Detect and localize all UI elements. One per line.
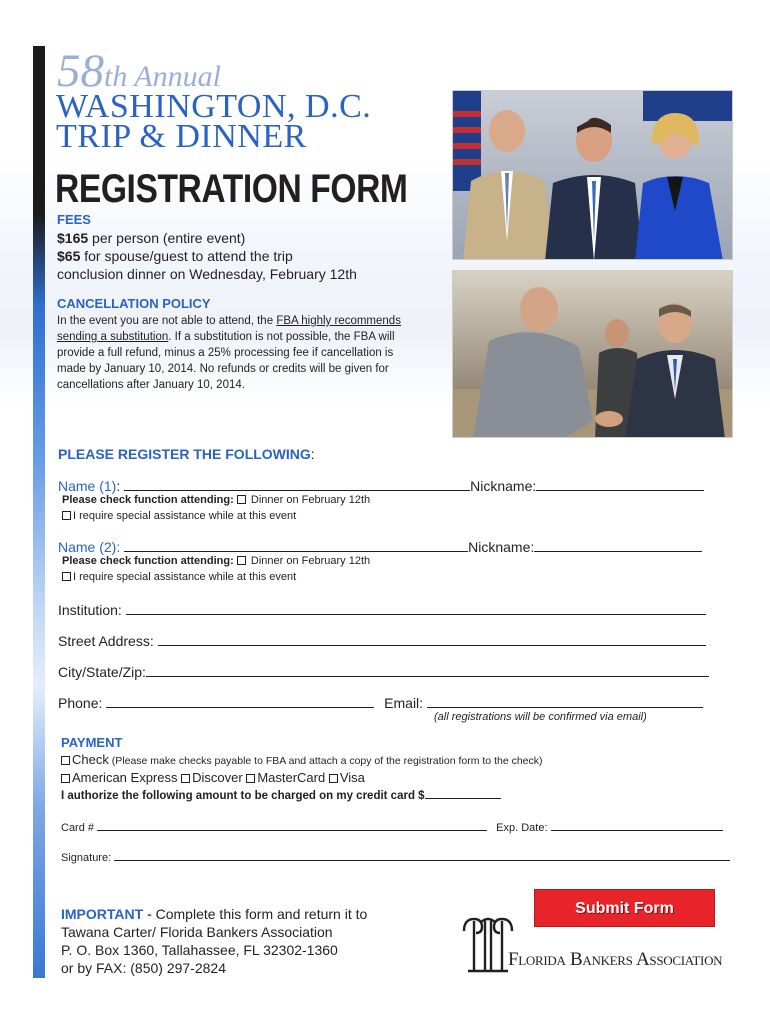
institution-field[interactable]	[126, 603, 706, 615]
card-type-row	[61, 770, 365, 785]
nickname2-field[interactable]	[534, 540, 702, 552]
cancellation-text-a: In the event you are not able to attend, the	[57, 315, 277, 327]
name1-assistance-label: I require special assistance while at this event	[73, 510, 297, 522]
signature-row	[61, 851, 730, 864]
return-name-line: Tawana Carter/ Florida Bankers Association	[61, 924, 333, 940]
name1-dinner-checkbox[interactable]	[237, 495, 246, 504]
amex-checkbox[interactable]	[61, 774, 70, 783]
cancellation-text-b: . If a substitution is not possible, the FBA will provide a full refund, minus a 25% processing fee if cancellation is made by January 10, 2014. No refunds or credits will be given for cancellations after January 10, 2014.	[57, 331, 395, 391]
fees-heading: FEES	[57, 212, 91, 227]
name2-row	[58, 539, 702, 555]
fees-line-guest	[57, 248, 293, 264]
annual-suffix: th Annual	[104, 60, 221, 93]
signature-field[interactable]	[114, 851, 730, 861]
fee-amount-guest: $65	[57, 248, 81, 264]
check-label: Check	[72, 752, 109, 767]
annual-number: 58	[57, 45, 104, 97]
visa-label: Visa	[339, 770, 365, 785]
left-accent-bar	[33, 46, 45, 978]
name2-field[interactable]	[124, 540, 468, 552]
payment-heading: PAYMENT	[61, 735, 123, 750]
important-label: IMPORTANT -	[61, 906, 152, 922]
street-row	[58, 633, 706, 649]
name1-function-label: Please check function attending:	[62, 494, 234, 506]
fba-logo-text: Florida Bankers Association	[508, 949, 723, 970]
important-text: Complete this form and return it to	[151, 906, 368, 922]
card-number-field[interactable]	[97, 821, 487, 831]
authorize-text: I authorize the following amount to be charged on my credit card $	[61, 790, 425, 802]
discover-label: Discover	[192, 770, 243, 785]
city-field[interactable]	[146, 665, 709, 677]
phone-label: Phone:	[58, 695, 103, 711]
mastercard-checkbox[interactable]	[246, 774, 255, 783]
group-photo-illustration	[453, 91, 733, 260]
return-address-line: P. O. Box 1360, Tallahassee, FL 32302-1360	[61, 942, 338, 958]
name1-assistance-checkbox[interactable]	[62, 511, 71, 520]
check-note: (Please make checks payable to FBA and attach a copy of the registration form to the check)	[108, 755, 543, 767]
nickname2-label: Nickname:	[468, 539, 535, 555]
handshake-photo	[452, 270, 733, 438]
cancellation-substitution-text: sending a substitution	[57, 331, 169, 343]
event-title-line1: WASHINGTON, D.C.	[56, 88, 372, 125]
email-note: (all registrations will be confirmed via email)	[434, 711, 647, 723]
name1-field[interactable]	[124, 479, 470, 491]
nickname1-label: Nickname:	[470, 478, 537, 494]
signature-label: Signature:	[61, 852, 112, 864]
handshake-photo-illustration	[453, 271, 733, 438]
discover-checkbox[interactable]	[181, 774, 190, 783]
institution-row	[58, 602, 706, 618]
name1-dinner-label: Dinner on February 12th	[247, 494, 371, 506]
name1-label: Name (1)	[58, 478, 117, 494]
name2-assistance-row	[62, 571, 296, 583]
submit-form-button[interactable]: Submit Form	[534, 889, 715, 927]
name1-row: Name (1): Nickname:	[58, 478, 704, 494]
card-number-row	[61, 821, 723, 834]
phone-email-row	[58, 695, 703, 711]
fee-text-guest: for spouse/guest to attend the trip	[80, 248, 293, 264]
fees-line-dinner: conclusion dinner on Wednesday, February 12th	[57, 266, 357, 282]
name2-assistance-label: I require special assistance while at this event	[73, 571, 297, 583]
return-fax-line: or by FAX: (850) 297-2824	[61, 960, 226, 976]
name1-assistance-row	[62, 510, 296, 522]
authorize-row	[61, 788, 501, 802]
register-heading-colon: :	[310, 446, 315, 462]
street-label: Street Address:	[58, 633, 154, 649]
exp-date-label: Exp. Date:	[496, 822, 548, 834]
visa-checkbox[interactable]	[329, 774, 338, 783]
group-photo	[452, 90, 733, 260]
event-title-line2: TRIP & DINNER	[56, 118, 307, 155]
city-label: City/State/Zip:	[58, 664, 146, 680]
city-row	[58, 664, 709, 680]
cancellation-heading: CANCELLATION POLICY	[57, 296, 211, 311]
register-heading	[58, 446, 315, 462]
amex-label: American Express	[72, 770, 178, 785]
street-field[interactable]	[158, 634, 706, 646]
check-row	[61, 752, 543, 767]
register-heading-text: PLEASE REGISTER THE FOLLOWING	[58, 446, 311, 462]
nickname1-field[interactable]	[536, 479, 704, 491]
mastercard-label: MasterCard	[257, 770, 326, 785]
card-number-label: Card #	[61, 822, 95, 834]
fee-text-person: per person (entire event)	[88, 230, 246, 246]
phone-field[interactable]	[106, 696, 374, 708]
check-checkbox[interactable]	[61, 756, 70, 765]
name2-assistance-checkbox[interactable]	[62, 572, 71, 581]
name1-function-row	[62, 494, 370, 506]
name2-label: Name (2):	[58, 539, 121, 555]
fees-line-member	[57, 230, 245, 246]
email-field[interactable]	[427, 696, 703, 708]
name2-dinner-checkbox[interactable]	[237, 556, 246, 565]
name2-function-label: Please check function attending:	[62, 555, 234, 567]
email-label: Email:	[384, 695, 424, 711]
exp-date-field[interactable]	[551, 821, 723, 831]
cancellation-recommend-text: FBA highly recommends	[276, 315, 401, 327]
cancellation-policy-text	[57, 313, 419, 393]
name2-dinner-label: Dinner on February 12th	[247, 555, 371, 567]
page-title: REGISTRATION FORM	[55, 167, 408, 211]
fee-amount-person: $165	[57, 230, 89, 246]
institution-label: Institution:	[58, 602, 122, 618]
amount-field[interactable]	[425, 788, 501, 799]
return-instructions	[61, 905, 367, 977]
name2-function-row	[62, 555, 370, 567]
